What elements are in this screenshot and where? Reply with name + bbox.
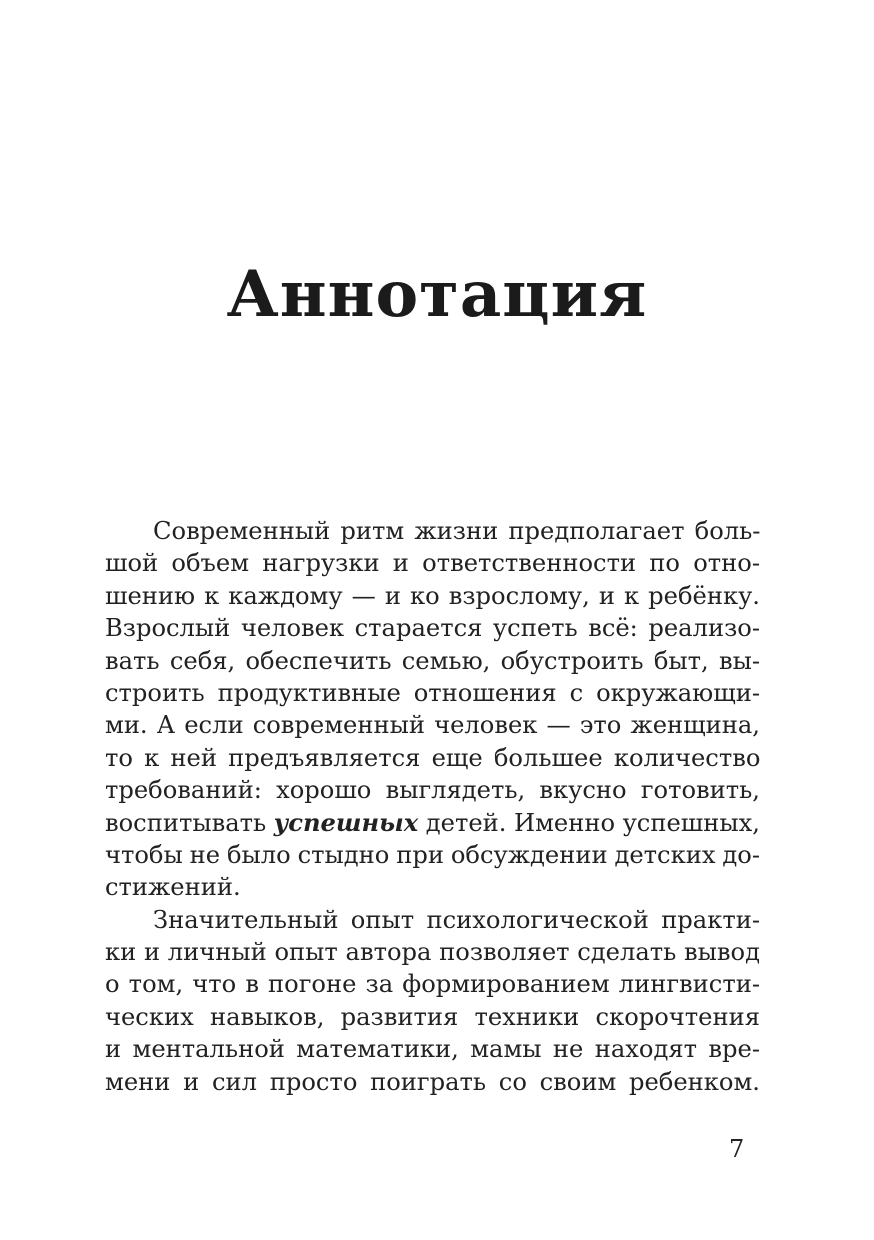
paragraph-line: вать себя, обеспечить семью, обустроить быт, вы-: [105, 646, 760, 675]
text-before-emphasis: воспитывать: [105, 808, 274, 837]
paragraph-line: чтобы не было стыдно при обсуждении детских до-: [105, 840, 760, 869]
paragraph-line: о том, что в погоне за формированием лингвисти-: [105, 970, 760, 999]
paragraph-line: то к ней предъявляется еще большее количество: [105, 743, 761, 772]
paragraph-line: и ментальной математики, мамы не находят вре-: [105, 1035, 760, 1064]
paragraph-line-emphasis: [105, 807, 760, 839]
paragraph-line: шению к каждому — и ко взрослому, и к ребёнку.: [105, 581, 760, 610]
paragraph-line: ческих навыков, развития техники скорочтения: [105, 1002, 760, 1031]
paragraph-line: стижений.: [105, 873, 241, 902]
paragraph-line: Значительный опыт психологической практи-: [153, 905, 761, 934]
text-after-emphasis: детей. Именно успешных,: [418, 808, 760, 837]
annotation-body: [105, 515, 760, 1098]
paragraph-line: мени и сил просто поиграть со своим ребенком.: [105, 1067, 760, 1096]
paragraph-line: ми. А если современный человек — это женщина,: [105, 711, 760, 740]
paragraph-line: шой объем нагрузки и ответственности по отно-: [105, 549, 760, 578]
paragraph-line: ки и личный опыт автора позволяет сделать вывод: [105, 938, 760, 967]
paragraph-line: строить продуктивные отношения с окружающи-: [105, 678, 760, 707]
emphasized-word: успешных: [273, 807, 419, 837]
paragraph-line: Современный ритм жизни предполагает боль-: [153, 517, 761, 545]
paragraph-line: требований: хорошо выглядеть, вкусно готовить,: [105, 776, 760, 805]
page-title: Аннотация: [226, 257, 648, 332]
paragraph-line: Взрослый человек старается успеть всё: реализо-: [105, 614, 760, 643]
page-number: 7: [729, 1135, 745, 1163]
